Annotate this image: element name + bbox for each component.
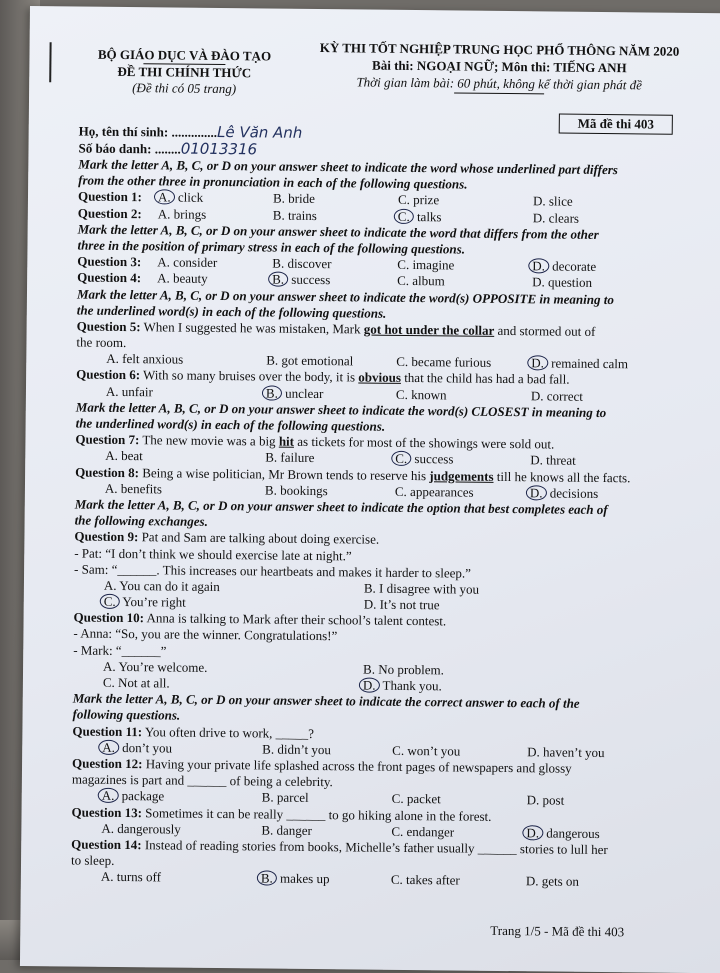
answer-option: B. failure	[265, 449, 315, 466]
question-number: Question 10:	[73, 609, 145, 626]
answer-option: D. remained calm	[531, 356, 628, 373]
question-stem: Question 12: Having your private life splashed across the front pages of newspapers and glossy	[71, 755, 572, 776]
answer-circle: D.	[359, 677, 380, 692]
answer-option: C. endanger	[391, 823, 455, 840]
exam-paper	[20, 6, 720, 973]
answer-option: B. didn’t you	[262, 741, 332, 757]
answer-option: D. dangerous	[526, 825, 599, 842]
answer-option: C. takes after	[390, 872, 460, 888]
instruction-line: Mark the letter A, B, C, or D on your answer sheet to indicate the word(s) CLOSEST in meaning to	[75, 399, 607, 420]
id-handwriting: 01013316	[180, 139, 258, 159]
question-text-line: - Pat: “I don’t think we should exercise late at night.”	[74, 544, 352, 563]
answer-option: B. success	[272, 272, 330, 289]
answer-option: C. known	[395, 386, 447, 403]
instruction-line: Mark the letter A, B, C, or D on your answer sheet to indicate the word whose underlined part differs	[78, 156, 618, 178]
answer-option: C. Not at all.	[102, 674, 170, 691]
subject-line: Bài thi: NGOẠI NGỮ; Môn thi: TIẾNG ANH	[372, 57, 627, 76]
answer-option: D. post	[526, 792, 565, 808]
underlined-phrase: obvious	[358, 369, 402, 386]
answer-circle: D.	[528, 258, 549, 273]
answer-option: A. You’re welcome.	[103, 658, 208, 675]
answer-option: B. bookings	[264, 482, 328, 498]
header-right	[309, 39, 690, 96]
question-number: Question 4:	[77, 269, 142, 286]
question-text-line: magazines is part and ______ of being a celebrity.	[71, 771, 333, 790]
question-text-line: - Mark: “______”	[73, 642, 167, 659]
answer-option: A. brings	[157, 205, 207, 222]
exam-title: KỲ THI TỐT NGHIỆP TRUNG HỌC PHỔ THÔNG NĂM 2020	[319, 40, 680, 59]
question-number: Question 3:	[77, 253, 142, 270]
answer-option: C. appearances	[394, 483, 474, 500]
answer-option: D. question	[532, 274, 593, 291]
exam-code-box: Mã đề thi 403	[559, 114, 673, 135]
instruction-line: from the other three in pronunciation in each of the following questions.	[78, 172, 468, 192]
instruction-line: the following exchanges.	[74, 512, 208, 530]
answer-option: D. slice	[532, 193, 573, 210]
answer-option: A. dangerously	[101, 820, 181, 837]
question-stem: Question 8: Being a wise politician, Mr Brown tends to reserve his judgements till he knows all the facts.	[75, 464, 631, 485]
instruction-line: following questions.	[72, 706, 181, 723]
pages-note: (Đề thi có 05 trang)	[132, 80, 237, 97]
answer-circle: A.	[154, 190, 175, 205]
question-stem: Question 5: When I suggested he was mistaken, Mark got hot under the collar and stormed out of	[76, 318, 596, 339]
ministry-title: BỘ GIÁO DỤC VÀ ĐÀO TẠO	[97, 46, 272, 64]
underlined-phrase: got hot under the collar	[363, 321, 495, 338]
answer-circle: A.	[98, 788, 119, 803]
answer-option: D. clears	[532, 209, 580, 226]
question-number: Question 5:	[76, 318, 141, 335]
answer-option: D. decisions	[530, 485, 598, 502]
question-text-line: - Sam: “______. This increases our heartbeats and makes it harder to sleep.”	[74, 561, 472, 581]
question-number: Question 12:	[71, 755, 143, 772]
instruction-line: Mark the letter A, B, C, or D on your answer sheet to indicate the word that differs from the other	[77, 221, 599, 242]
answer-option: B. trains	[272, 207, 317, 223]
question-number: Question 14:	[71, 836, 142, 853]
question-stem: Question 6: With so many bruises over the body, it is obvious that the child has had a bad fall.	[76, 366, 570, 388]
answer-option: B. makes up	[261, 871, 330, 888]
answer-option: A. beauty	[157, 270, 208, 287]
question-stem: Question 7: The new movie was a big hit as tickets for most of the showings were sold out.	[75, 431, 555, 452]
answer-option: D. gets on	[525, 873, 580, 890]
instruction-line: three in the position of primary stress in each of the following questions.	[77, 237, 466, 257]
answer-option: A. beat	[105, 448, 143, 464]
name-label: Họ, tên thí sinh: ..............	[78, 123, 218, 140]
answer-option: B. unclear	[266, 385, 324, 402]
answer-option: B. danger	[261, 822, 313, 838]
answer-option: C. prize	[397, 192, 440, 208]
answer-option: A. unfair	[105, 383, 153, 399]
answer-option: D. decorate	[532, 258, 596, 275]
answer-option: A. don’t you	[102, 740, 172, 757]
time-rule	[454, 92, 544, 94]
question-number: Question 7:	[75, 431, 140, 448]
answer-option: C. won’t you	[392, 742, 461, 759]
answer-option: C. became furious	[396, 354, 492, 371]
answer-option: C. You’re right	[104, 594, 186, 611]
answer-option: A. package	[102, 788, 165, 805]
question-stem: Question 13: Sometimes it can be really ______ to go hiking alone in the forest.	[71, 803, 492, 824]
answer-circle: D.	[526, 485, 547, 500]
answer-option: D. haven’t you	[527, 743, 605, 760]
answer-option: A. felt anxious	[106, 351, 184, 367]
name-handwriting: Lê Văn Anh	[216, 122, 303, 142]
question-text-line: to sleep.	[70, 852, 115, 868]
answer-circle: D.	[527, 355, 548, 370]
answer-option: D. correct	[530, 387, 583, 404]
answer-option: B. parcel	[261, 789, 309, 806]
answer-circle: A.	[98, 740, 119, 755]
answer-circle: C.	[391, 451, 411, 466]
answer-option: B. got emotional	[266, 352, 354, 369]
answer-circle: D.	[522, 825, 543, 840]
answer-circle: B.	[268, 272, 288, 287]
page-footer: Trang 1/5 - Mã đề thi 403	[490, 922, 625, 940]
question-number: Question 9:	[74, 528, 139, 545]
answer-option: A. turns off	[100, 869, 162, 885]
answer-option: D. It’s not true	[363, 596, 440, 613]
id-label: Số báo danh: ........	[78, 140, 181, 157]
answer-option: A. consider	[157, 254, 218, 271]
question-stem: Question 10: Anna is talking to Mark after their school’s talent contest.	[73, 609, 447, 629]
question-number: Question 6:	[76, 366, 141, 383]
instruction-line: the underlined word(s) in each of the following questions.	[76, 302, 387, 321]
answer-option: C. packet	[391, 791, 441, 807]
underlined-phrase: judgements	[429, 467, 494, 484]
answer-option: B. I disagree with you	[363, 580, 480, 597]
answer-option: B. bride	[272, 190, 315, 207]
question-text-line: the room.	[76, 334, 127, 351]
answer-option: A. benefits	[104, 480, 163, 497]
margin-mark	[49, 42, 51, 82]
candidate-info	[78, 123, 302, 159]
answer-option: B. discover	[272, 255, 332, 272]
question-text-line: - Anna: “So, you are the winner. Congratulations!”	[73, 625, 338, 644]
instruction-line: Mark the letter A, B, C, or D on your answer sheet to indicate the correct answer to each of the	[72, 690, 580, 711]
question-content	[71, 157, 679, 892]
instruction-line: Mark the letter A, B, C, or D on your answer sheet to indicate the option that best completes each of	[74, 496, 608, 518]
question-stem: Question 9: Pat and Sam are talking about doing exercise.	[74, 528, 380, 547]
question-number: Question 13:	[71, 803, 143, 820]
question-stem: Question 11: You often drive to work, _____?	[72, 723, 315, 741]
answer-option: A. You can do it again	[103, 577, 220, 594]
answer-circle: B.	[262, 385, 282, 400]
instruction-line: the underlined word(s) in each of the following questions.	[75, 415, 386, 434]
answer-circle: C.	[394, 208, 414, 223]
answer-option: D. threat	[530, 452, 576, 469]
time-note: Thời gian làm bài: 60 phút, không kể thời gian phát đề	[356, 74, 642, 93]
answer-option: C. imagine	[397, 256, 455, 273]
header-left	[89, 47, 280, 98]
question-number: Question 2:	[77, 205, 142, 221]
official-label: ĐỀ THI CHÍNH THỨC	[117, 63, 252, 81]
question-number: Question 8:	[75, 464, 140, 480]
instruction-line: Mark the letter A, B, C, or D on your answer sheet to indicate the word(s) OPPOSITE in meaning to	[76, 286, 614, 307]
question-stem: Question 14: Instead of reading stories from books, Michelle’s father usually ______ stories to lull her	[71, 836, 608, 857]
answer-option: B. No problem.	[362, 661, 445, 678]
answer-option: A. click	[158, 190, 203, 207]
underlined-phrase: hit	[278, 433, 295, 449]
question-number: Question 1:	[77, 188, 143, 205]
answer-option: D. Thank you.	[363, 678, 442, 695]
answer-option: C. talks	[398, 208, 442, 225]
answer-option: C. album	[397, 273, 445, 289]
question-number: Question 11:	[72, 723, 143, 739]
answer-circle: B.	[257, 871, 277, 886]
answer-circle: C.	[100, 594, 120, 609]
answer-option: C. success	[395, 451, 453, 468]
